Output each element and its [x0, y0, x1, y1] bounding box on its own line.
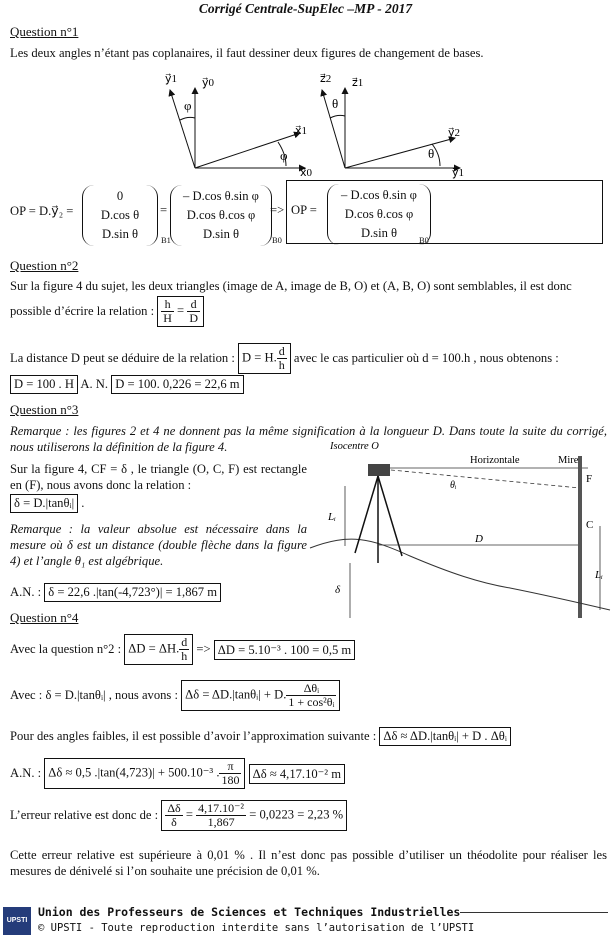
q2-line3: La distance D peut se déduire de la relation : D = H. $\frac{d}{h}$ avec le cas particulier où d = 100.h , nous obtenons : — [10, 344, 559, 372]
base-b0-result: B0 — [419, 235, 429, 245]
sight-line — [370, 468, 580, 488]
label-phi-2: φ — [280, 148, 288, 163]
q4-l4-res: Δδ ≈ 4,17.10⁻² m — [249, 764, 345, 784]
figure-theta — [320, 73, 464, 179]
q1-intro: Les deux angles n’étant pas coplanaires, il faut dessiner deux figures de changement de bases. — [10, 46, 484, 60]
matrix-result: – D.cos θ.sin φ D.cos θ.cos φ D.sin θ — [327, 184, 431, 245]
q4-l4-box: Δδ ≈ 0,5 .|tan(4,723)| + 500.10⁻³ . $\frac{\pi}{180}$ — [44, 758, 245, 789]
label-isocentre: Isocentre O — [330, 441, 379, 452]
label-y1: y⃗1 — [165, 73, 178, 85]
figure-phi — [165, 73, 313, 179]
q4-line1: Avec la question n°2 : ΔD = ΔH. $\frac{d}{h}$ => ΔD = 5.10⁻³ . 100 = 0,5 m — [10, 634, 355, 665]
label-x0: x⃗0 — [300, 167, 313, 179]
q3-text1: Sur la figure 4, CF = δ , le triangle (O, C, F) est rectangle en (F), nous avons donc la relation : — [10, 462, 307, 492]
q2-relation-box: $\frac{h}{H}$ = $\frac{d}{D}$ — [157, 296, 204, 327]
q3-remark1: Remarque : les figures 2 et 4 ne donnent pas la même signification à la longueur D. Dans toute la suite du corrigé, nous utiliserons la définition de la figure 4. — [10, 424, 607, 454]
q2-results: D = 100 . H A. N. D = 100. 0,226 = 22,6 m — [10, 375, 244, 394]
label-theta-i: θᵢ — [450, 480, 457, 491]
q4-l3-box: Δδ ≈ ΔD.|tanθᵢ| + D . Δθᵢ — [379, 727, 511, 746]
q2-res1: D = 100 . H — [10, 375, 78, 394]
label-y0: y⃗0 — [202, 77, 215, 89]
matrix-b0: – D.cos θ.sin φ D.cos θ.cos φ D.sin θ — [170, 185, 272, 246]
q3-heading: Question n°3 — [10, 402, 79, 417]
q1-figures — [165, 68, 510, 179]
q4-line4: A.N. : Δδ ≈ 0,5 .|tan(4,723)| + 500.10⁻³ . $\frac{\pi}{180}$ Δδ ≈ 4,17.10⁻² m — [10, 758, 345, 789]
theodolite — [368, 464, 390, 476]
label-phi-1: φ — [184, 98, 192, 113]
q4-conclusion: Cette erreur relative est supérieure à 0,01 % . Il n’est donc pas possible d’utiliser un théodolite pour réaliser les mesures de dénivelé si l’on souhaite une précision de 0,01 %. — [10, 848, 607, 878]
label-y2: y⃗2 — [448, 127, 461, 139]
label-theta-2: θ — [428, 146, 435, 161]
label-delta: δ — [335, 584, 341, 596]
q4-line2: Avec : δ = D.|tanθᵢ| , nous avons : Δδ = ΔD.|tanθᵢ| + D. $\frac{\text{Δθᵢ}}{\text{1 + cos²θᵢ}}$ — [10, 680, 340, 711]
footer-divider — [460, 912, 608, 913]
label-D: D — [475, 533, 483, 545]
label-z1: z⃗1 — [352, 77, 364, 89]
label-x1: x⃗1 — [295, 125, 308, 137]
q2-res2: D = 100. 0,226 = 22,6 m — [111, 375, 243, 394]
label-y1r: y⃗1 — [452, 167, 465, 179]
page-header: Corrigé Centrale-SupElec –MP - 2017 — [198, 1, 413, 16]
q4-line5: L’erreur relative est donc de : $\frac{\Delta\delta}{\delta}$ = $\frac{\text{4,17.10⁻²}}{1,867}$ = 0,0223 = 2,23 % — [10, 800, 347, 831]
label-F: F — [586, 473, 593, 485]
q3-figure-4 — [310, 438, 610, 623]
label-theta-1: θ — [332, 96, 339, 111]
eq-lhs: OP = D.y⃗₂ = — [10, 204, 74, 218]
q1-result-box — [286, 180, 603, 244]
q3-an: A.N. : δ = 22,6 .|tan(-4,723°)| = 1,867 m — [10, 583, 221, 602]
q4-l1-box-a: ΔD = ΔH. $\frac{d}{h}$ — [124, 634, 193, 665]
base-b0: B0 — [272, 235, 282, 245]
q2-dh-box: D = H. $\frac{d}{h}$ — [238, 343, 291, 374]
q4-heading: Question n°4 — [10, 610, 79, 625]
label-mire: Mire — [558, 455, 579, 466]
base-b1: B1 — [161, 235, 171, 245]
q4-l5-box: $\frac{\Delta\delta}{\delta}$ = $\frac{\text{4,17.10⁻²}}{1,867}$ = 0,0223 = 2,23 % — [161, 800, 347, 831]
label-z2: z⃗2 — [320, 73, 332, 85]
label-C: C — [586, 519, 594, 531]
q4-l2-box: Δδ = ΔD.|tanθᵢ| + D. $\frac{\text{Δθᵢ}}{\text{1 + cos²θᵢ}}$ — [181, 680, 340, 711]
q4-l1-box-b: ΔD = 5.10⁻³ . 100 = 0,5 m — [214, 640, 355, 660]
q3-remark2: Remarque : la valeur absolue est nécessaire dans la mesure où δ est un distance (double flèche dans la figure 4) et l’angle θ₁ est algébrique. — [10, 522, 307, 568]
matrix-b1: 0 D.cos θ D.sin θ — [82, 185, 158, 246]
label-Li-left: Lᵢ — [328, 511, 336, 523]
q2-line1: Sur la figure 4 du sujet, les deux triangles (image de A, image de B, O) et (A, B, O) sont semblables, il est donc — [10, 279, 572, 293]
footer-line1: Union des Professeurs de Sciences et Techniques Industrielles — [38, 905, 461, 919]
implies-1: => — [270, 203, 285, 217]
q2-heading: Question n°2 — [10, 258, 79, 273]
label-Li-right: Lᵢ — [595, 569, 603, 581]
q1-heading: Question n°1 — [10, 24, 79, 39]
q2-line2: possible d’écrire la relation : $\frac{h}{H}$ = $\frac{d}{D}$ — [10, 296, 204, 327]
ground-line — [310, 539, 610, 610]
q3-relation: δ = D.|tanθᵢ| . — [10, 494, 84, 513]
footer-line2: © UPSTI - Toute reproduction interdite sans l’autorisation de l’UPSTI — [38, 922, 475, 934]
label-horizontale: Horizontale — [470, 455, 520, 466]
upsti-logo: UPSTI — [3, 907, 31, 935]
q4-line3: Pour des angles faibles, il est possible d’avoir l’approximation suivante : Δδ ≈ ΔD.|tanθᵢ| + D . Δθᵢ — [10, 727, 511, 746]
result-lhs: OP = — [291, 203, 317, 217]
